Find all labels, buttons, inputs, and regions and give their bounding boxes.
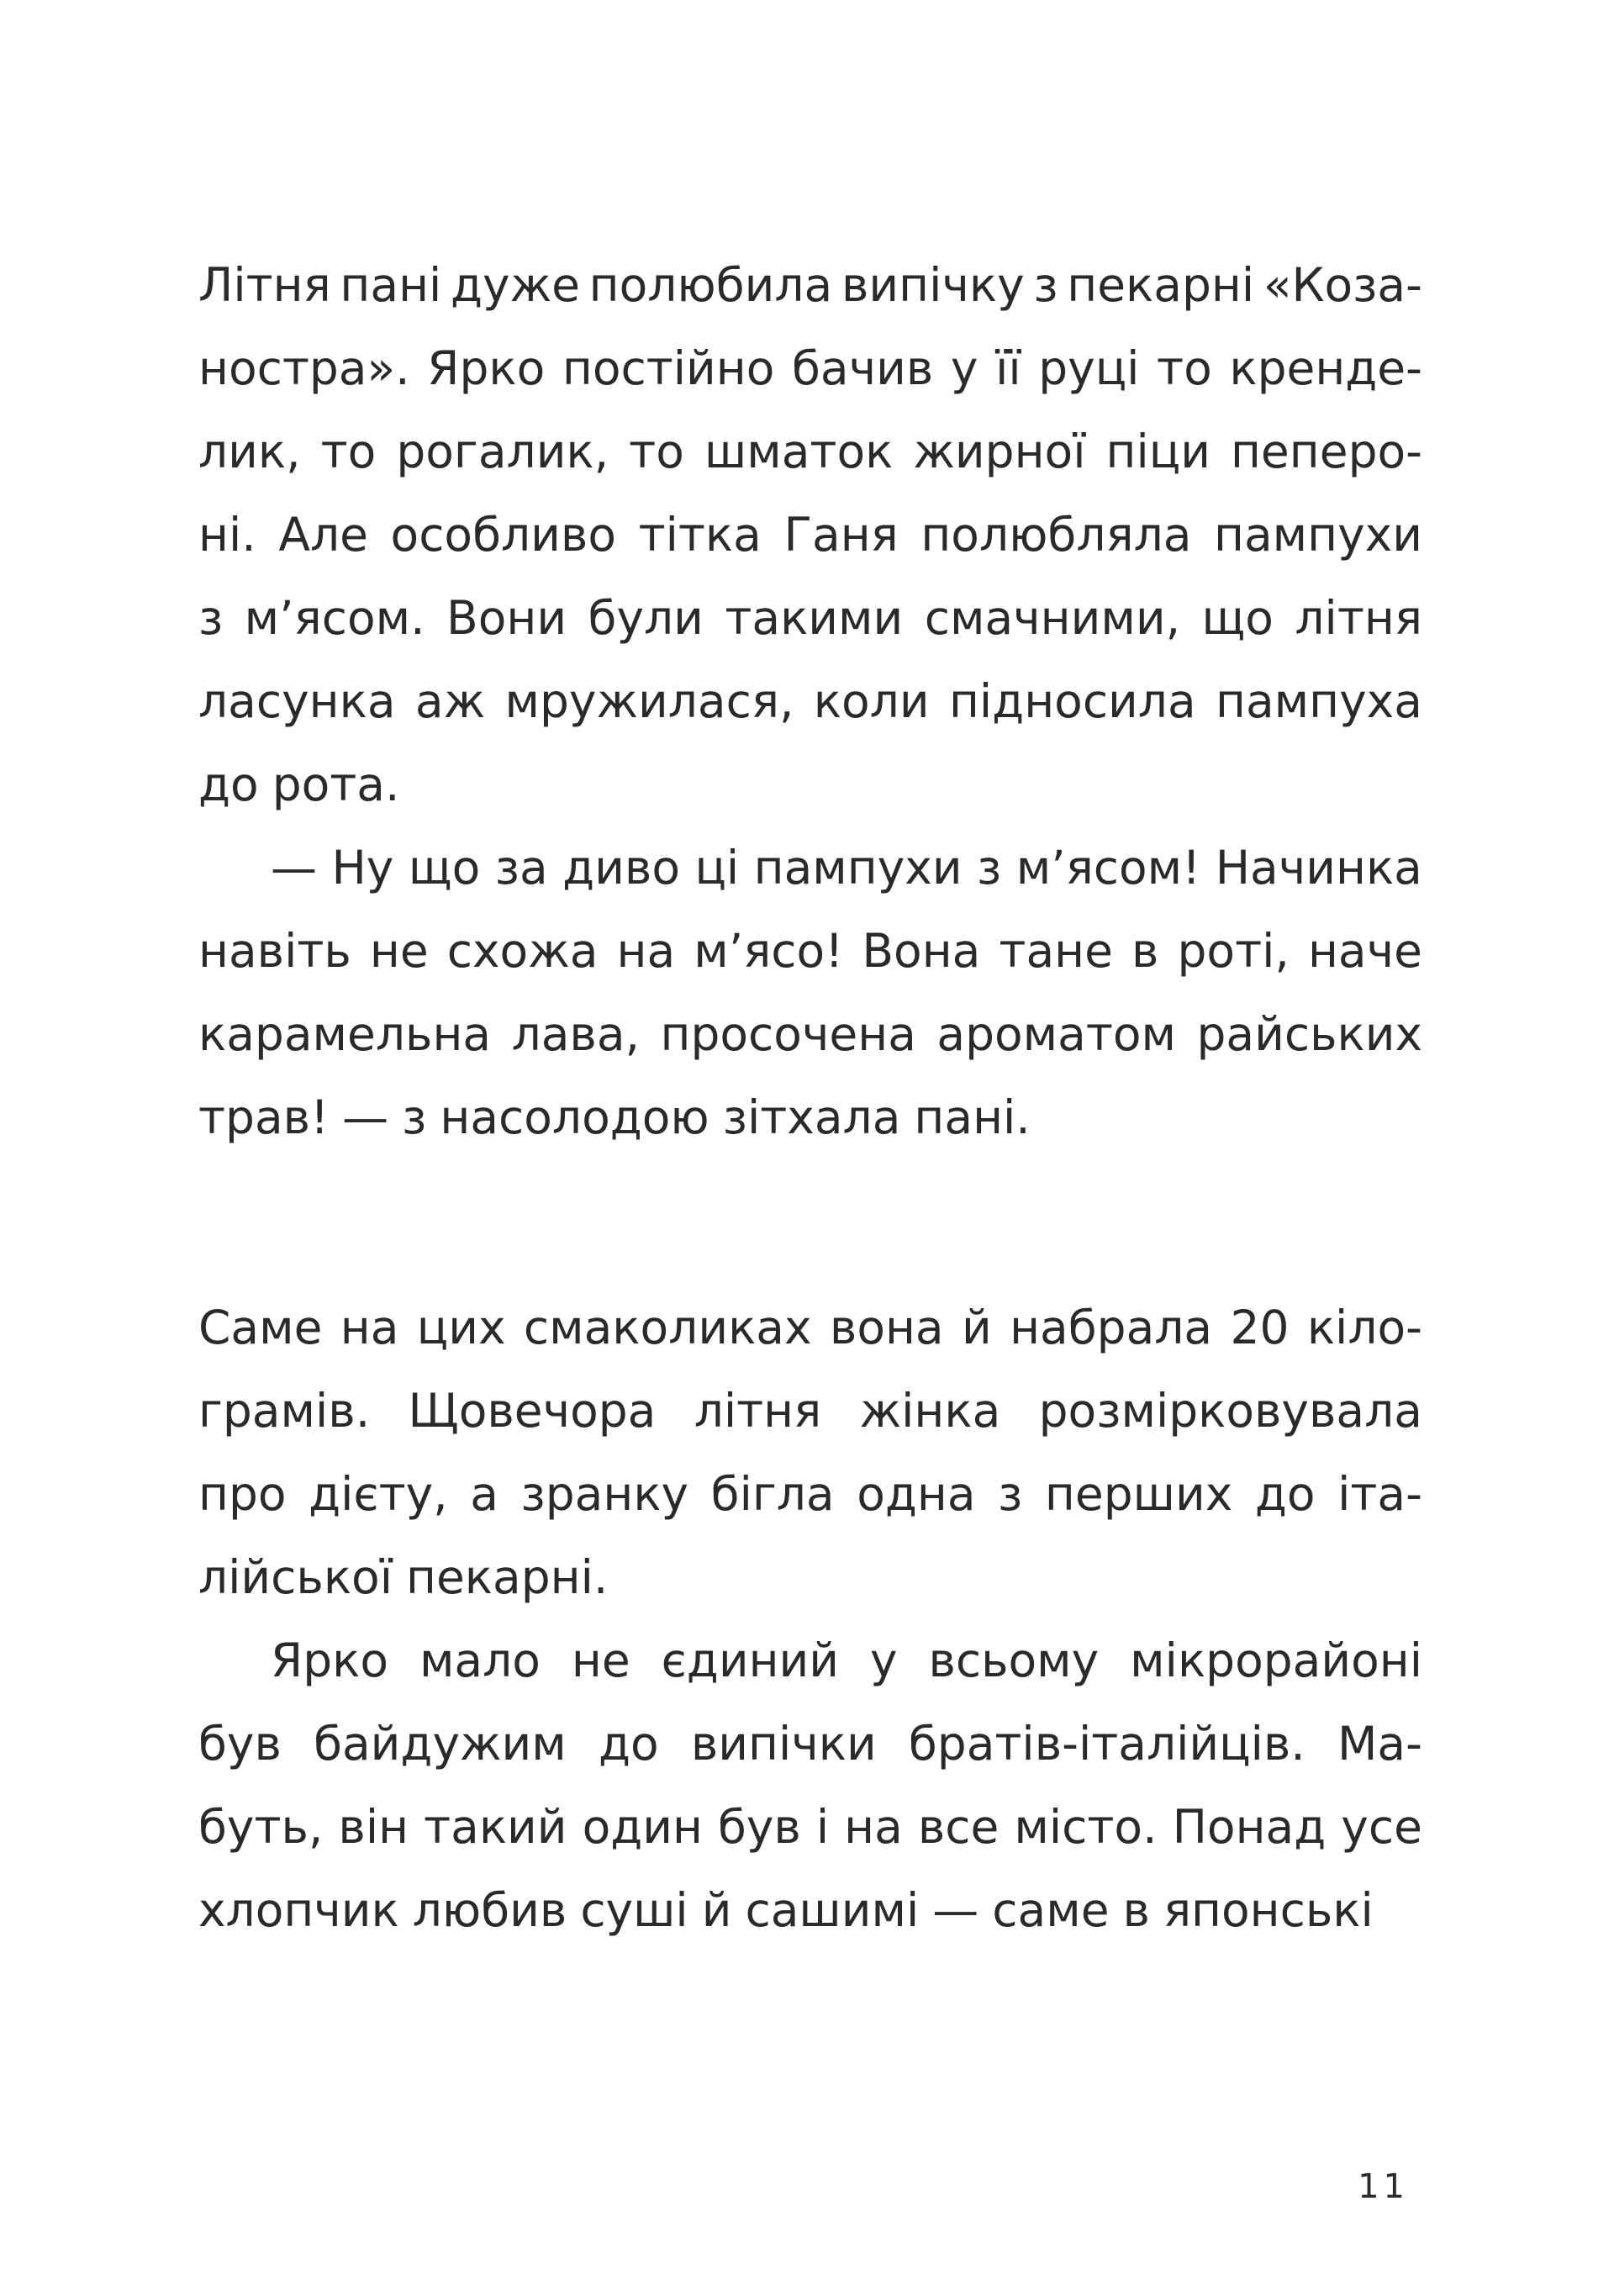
text-line: до рота. bbox=[198, 757, 400, 811]
page-number: 11 bbox=[1358, 2167, 1409, 2206]
text-line: Саме на цих смаколиках вона й набрала 20 кіло- bbox=[198, 1301, 1422, 1354]
text-line: трав! — з насолодою зітхала пані. bbox=[198, 1090, 1031, 1144]
text-line: з м’ясом. Вони були такими смачними, що літня bbox=[198, 591, 1422, 645]
text-line: буть, він такий один був і на все місто. Понад усе bbox=[198, 1800, 1422, 1854]
paragraph-block-2 bbox=[198, 1286, 1422, 1952]
text-line: — Ну що за диво ці пампухи з м’ясом! Начинка bbox=[271, 841, 1422, 895]
text-line: ні. Але особливо тітка Ганя полюбляла пампухи bbox=[198, 508, 1422, 562]
text-line: про дієту, а зранку бігла одна з перших до іта- bbox=[198, 1467, 1422, 1521]
paragraph-block-1 bbox=[198, 244, 1422, 1159]
text-line: хлопчик любив суші й сашимі — саме в японські bbox=[198, 1883, 1374, 1937]
text-line: лійської пекарні. bbox=[198, 1550, 609, 1604]
text-line: навіть не схожа на м’ясо! Вона тане в роті, наче bbox=[198, 924, 1422, 978]
text-line: Літня пані дуже полюбила випічку з пекарні «Коза- bbox=[198, 258, 1422, 312]
text-line: карамельна лава, просочена ароматом райських bbox=[198, 1007, 1422, 1061]
text-line: ласунка аж мружилася, коли підносила пампуха bbox=[198, 674, 1422, 728]
text-line: лик, то рогалик, то шматок жирної піци пеперо- bbox=[198, 425, 1422, 478]
text-line: Ярко мало не єдиний у всьому мікрорайоні bbox=[271, 1634, 1422, 1687]
text-line: ностра». Ярко постійно бачив у її руці то кренде- bbox=[198, 341, 1422, 395]
text-line: був байдужим до випічки братів-італійців. Ма- bbox=[198, 1717, 1422, 1771]
text-line: грамів. Щовечора літня жінка розмірковувала bbox=[198, 1384, 1422, 1438]
